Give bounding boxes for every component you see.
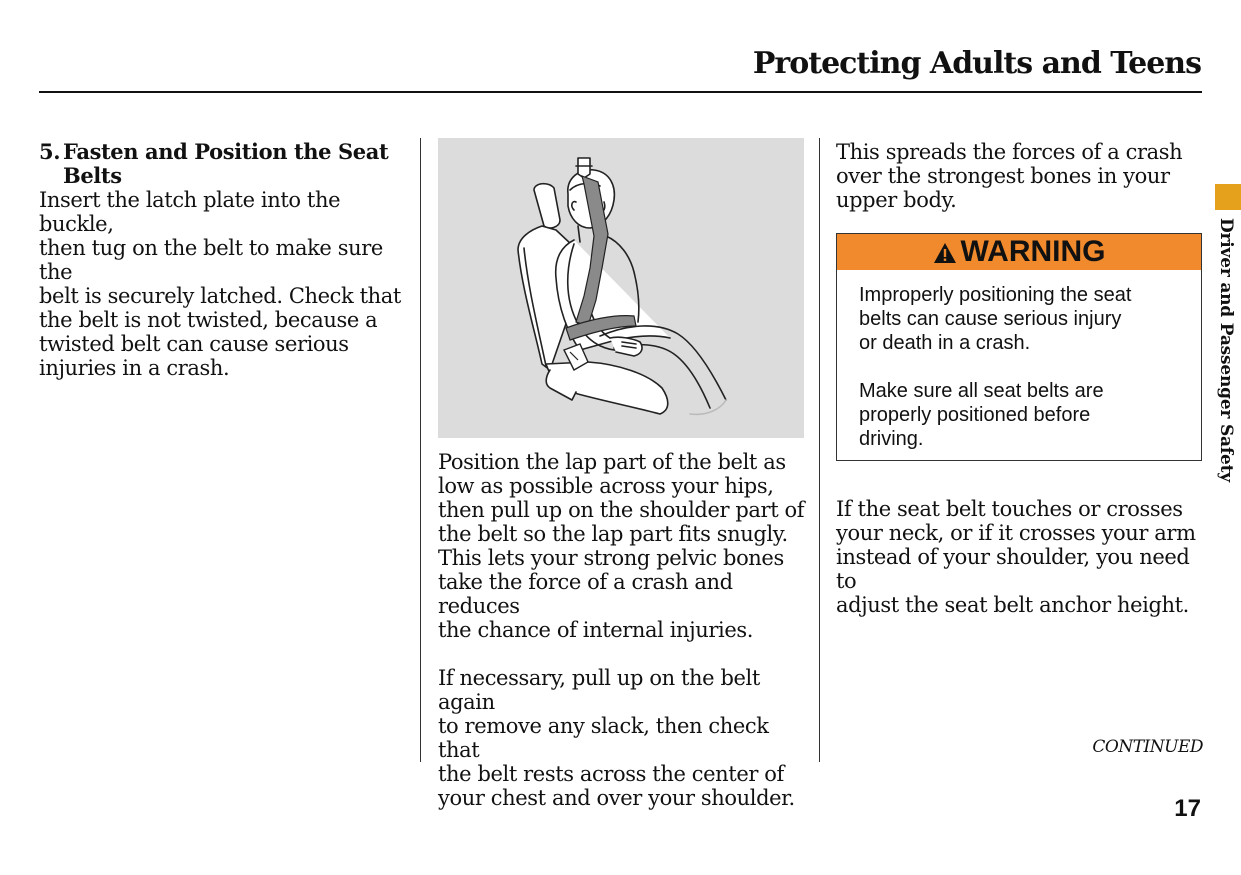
page-number: 17 bbox=[1174, 795, 1201, 822]
middle-line: to remove any slack, then check that bbox=[438, 714, 769, 762]
page-title: Protecting Adults and Teens bbox=[752, 46, 1201, 81]
step-body-line: Insert the latch plate into the buckle, bbox=[39, 188, 341, 236]
section-tab-marker bbox=[1215, 184, 1241, 210]
warning-body bbox=[837, 270, 1201, 451]
warning-title: WARNING bbox=[960, 235, 1106, 268]
step-heading bbox=[39, 140, 409, 188]
right-line: over the strongest bones in your bbox=[836, 164, 1170, 188]
middle-line: This lets your strong pelvic bones bbox=[438, 546, 784, 570]
title-rule bbox=[39, 91, 1202, 93]
middle-line: your chest and over your shoulder. bbox=[438, 786, 795, 810]
middle-line: the belt so the lap part fits snugly. bbox=[438, 522, 788, 546]
middle-line: low as possible across your hips, bbox=[438, 474, 774, 498]
section-tab-label: Driver and Passenger Safety bbox=[1216, 218, 1236, 482]
step-heading-line-2: Belts bbox=[63, 163, 122, 188]
right-line: This spreads the forces of a crash bbox=[836, 140, 1183, 164]
warning-line: Improperly positioning the seat bbox=[859, 284, 1132, 306]
warning-triangle-icon bbox=[933, 242, 957, 264]
warning-header bbox=[837, 234, 1201, 270]
warning-line: properly positioned before bbox=[859, 404, 1091, 426]
column-divider bbox=[420, 138, 421, 762]
step-body-line: twisted belt can cause serious bbox=[39, 332, 349, 356]
right-line: upper body. bbox=[836, 188, 957, 212]
middle-line: take the force of a crash and reduces bbox=[438, 570, 733, 618]
right-line: instead of your shoulder, you need to bbox=[836, 545, 1190, 593]
warning-box bbox=[836, 233, 1202, 461]
step-body-line: injuries in a crash. bbox=[39, 356, 230, 380]
warning-line: belts can cause serious injury bbox=[859, 308, 1122, 330]
column-divider bbox=[819, 138, 820, 762]
step-heading-line-1: Fasten and Position the Seat bbox=[63, 139, 389, 164]
middle-line: Position the lap part of the belt as bbox=[438, 450, 786, 474]
continued-label: CONTINUED bbox=[1092, 737, 1203, 757]
step-number: 5. bbox=[39, 139, 61, 164]
step-body-line: belt is securely latched. Check that bbox=[39, 284, 401, 308]
warning-line: or death in a crash. bbox=[859, 332, 1031, 354]
step-body-line: the belt is not twisted, because a bbox=[39, 308, 378, 332]
warning-line: Make sure all seat belts are bbox=[859, 380, 1104, 402]
column-right-top bbox=[836, 140, 1208, 212]
column-left bbox=[39, 140, 409, 380]
right-line: adjust the seat belt anchor height. bbox=[836, 593, 1189, 617]
column-middle bbox=[438, 450, 810, 810]
right-line: If the seat belt touches or crosses bbox=[836, 497, 1183, 521]
warning-line: driving. bbox=[859, 428, 924, 450]
seatbelt-illustration bbox=[438, 138, 804, 438]
middle-line: the chance of internal injuries. bbox=[438, 618, 754, 642]
column-right-bottom bbox=[836, 497, 1208, 617]
seated-person-seatbelt-drawing bbox=[438, 138, 804, 438]
middle-line: If necessary, pull up on the belt again bbox=[438, 666, 760, 714]
step-body-line: then tug on the belt to make sure the bbox=[39, 236, 383, 284]
right-line: your neck, or if it crosses your arm bbox=[836, 521, 1196, 545]
middle-line: then pull up on the shoulder part of bbox=[438, 498, 805, 522]
middle-line: the belt rests across the center of bbox=[438, 762, 784, 786]
